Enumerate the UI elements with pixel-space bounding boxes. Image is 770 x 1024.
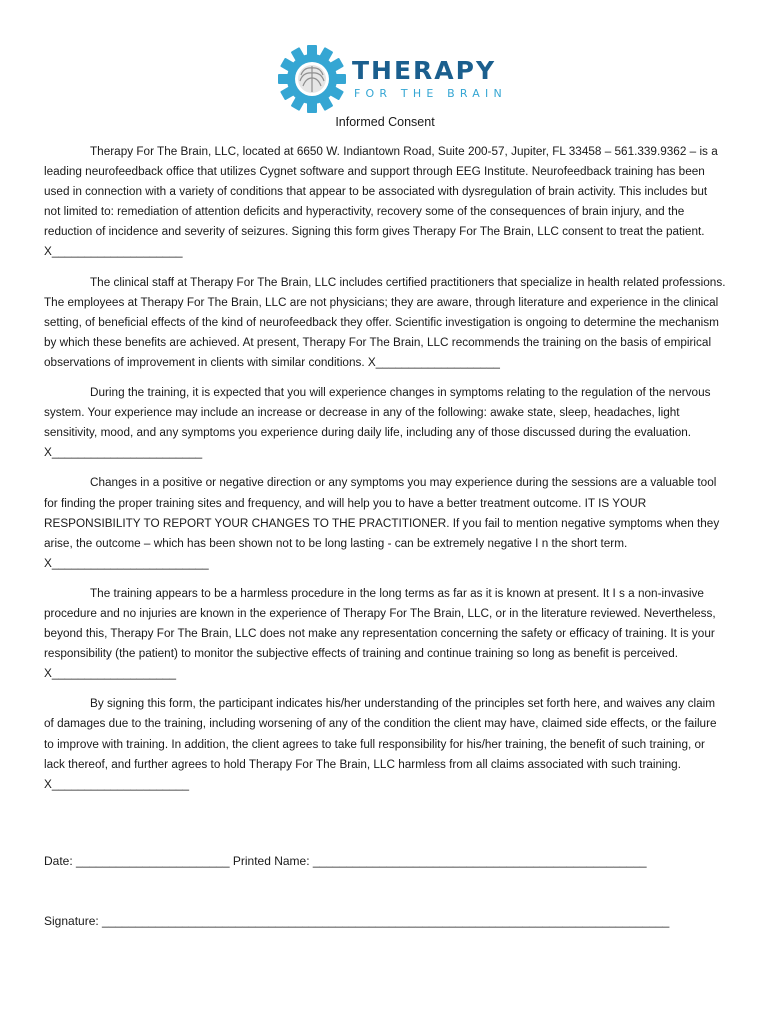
logo-tagline: FOR THE BRAIN xyxy=(354,87,507,100)
document-title: Informed Consent xyxy=(335,115,435,129)
therapy-for-the-brain-logo xyxy=(277,44,507,114)
signature-field[interactable]: Signature: _____________________________________________________________________________________ xyxy=(44,914,670,928)
paragraph-harmless-procedure: The training appears to be a harmless procedure in the long terms as far as it is known at present. It I s a non-invasive procedure and no injuries are known in the experience of Therapy For The Brain, LLC, or in the literature reviewed. Nevertheless, beyond this, Therapy For The Brain, LLC does not make any representation concerning the safety or efficacy of training. It is your responsibility (the patient) to monitor the subjective effects of training and continue training so long as benefit is perceived. X___________________ xyxy=(44,586,716,681)
date-and-printed-name-field[interactable]: Date: _______________________ Printed Name: __________________________________________________ xyxy=(44,854,647,868)
consent-body xyxy=(44,142,726,805)
paragraph-intro: Therapy For The Brain, LLC, located at 6650 W. Indiantown Road, Suite 200-57, Jupiter, FL 33458 – 561.339.9362 – is a leading neurofeedback office that utilizes Cygnet software and support through EEG Institute. Neurofeedback training has been used in connection with a variety of conditions that appear to be associated with dysregulation of brain activity. This includes but not limited to: remediation of attention deficits and hyperactivity, recovery some of the consequences of brain injury, and the reduction of incidence and severity of seizures. Signing this form gives Therapy For The Brain, LLC consent to treat the patient. X____________________ xyxy=(44,145,718,259)
paragraph-clinical-staff: The clinical staff at Therapy For The Brain, LLC includes certified practitioners that specialize in health related professions. The employees at Therapy For The Brain, LLC are not physicians; they are aware, through literature and experience in the clinical setting, of beneficial effects of the kind of neurofeedback they offer. Scientific investigation is ongoing to determine the mechanism by which these benefits are achieved. At present, Therapy For The Brain, LLC recommends the training on the basis of empirical observations of improvement in clients with similar conditions. X___________________ xyxy=(44,275,726,369)
logo-wordmark: THERAPY xyxy=(352,56,497,85)
gear-brain-icon xyxy=(277,44,347,114)
paragraph-waiver: By signing this form, the participant indicates his/her understanding of the principles set forth here, and waives any claim of damages due to the training, including worsening of any of the condition the client may have, claimed side effects, or the failure to improve with training. In addition, the client agrees to take full responsibility for his/her training, the benefit of such training, or lack thereof, and further agrees to hold Therapy For The Brain, LLC harmless from all claims associated with such training. X_____________________ xyxy=(44,697,717,791)
paragraph-expected-changes: During the training, it is expected that you will experience changes in symptoms relating to the regulation of the nervous system. Your experience may include an increase or decrease in any of the following: awake state, sleep, headaches, light sensitivity, mood, and any symptoms you experience during daily life, including any of those discussed during the evaluation. X_______________________ xyxy=(44,386,711,460)
paragraph-report-changes: Changes in a positive or negative direction or any symptoms you may experience during the sessions are a valuable tool for finding the proper training sites and frequency, and will help you to have a better treatment outcome. IT IS YOUR RESPONSIBILITY TO REPORT YOUR CHANGES TO THE PRACTITIONER. If you fail to mention negative symptoms when they arise, the outcome – which has been shown not to be long lasting - can be extremely negative I n the short term. X________________________ xyxy=(44,476,720,570)
